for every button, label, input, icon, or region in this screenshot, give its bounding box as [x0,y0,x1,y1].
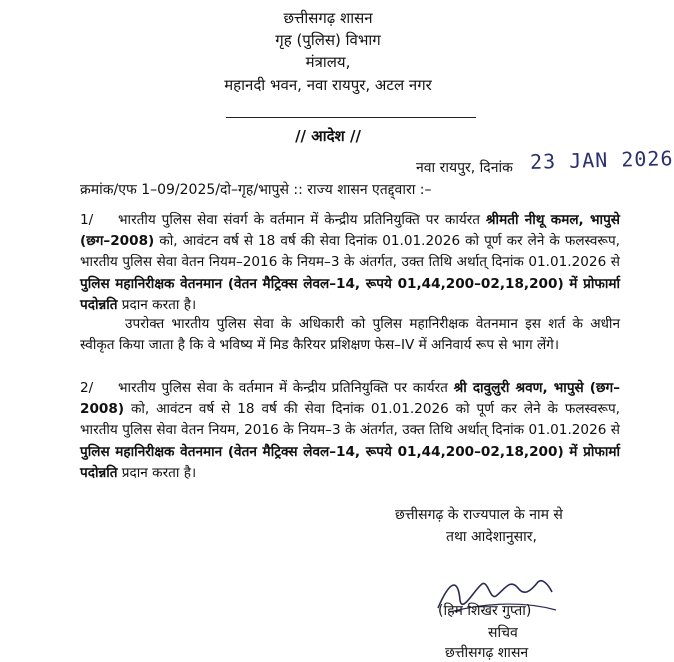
header-ministry: मंत्रालय, [305,53,351,71]
paragraph-number: 2/ [80,380,94,396]
closing-line-1: छत्तीसगढ़ के राज्यपाल के नाम से [395,507,563,523]
officer-name: श्रीमती नीथू कमल, भापुसे (छग–2008) [80,212,620,250]
paragraph-text: को, आवंटन वर्ष से 18 वर्ष की सेवा दिनांक 01.01.2026 को पूर्ण कर लेने के फलस्वरूप, भारतीय पुलिस सेवा वेतन नियम, 2016 के नियम–3 के अंतर्गत, उक्त तिथि अर्थात् दिनांक 01.01.2026 से [80,401,620,439]
pay-scale: पुलिस महानिरीक्षक वेतनमान (वेतन मैट्रिक्स लेवल–14, रूपये 01,44,200–02,18,200) में प्रोफार्मा पदोन्नति [80,275,620,313]
paragraph-text: प्रदान करता है। [117,296,197,313]
header-address: महानदी भवन, नवा रायपुर, अटल नगर [224,76,432,94]
date-stamp: 23 JAN 2026 [529,146,674,174]
pay-scale: पुलिस महानिरीक्षक वेतनमान (वेतन मैट्रिक्स लेवल–14, रूपये 01,44,200–02,18,200) में प्रोफार्मा पदोन्नति [80,443,620,481]
header-divider [226,117,476,118]
signatory-name: (हिम शिखर गुप्ता) [438,603,532,619]
signatory-organization: छत्तीसगढ़ शासन [445,645,529,661]
header-government: छत्तीसगढ़ शासन [283,9,373,27]
paragraph-number: 1/ [80,212,94,228]
paragraph-3 [80,378,620,484]
paragraph-1 [80,210,620,316]
paragraph-text: प्रदान करता है। [117,464,197,481]
closing-line-2: तथा आदेशानुसार, [446,529,537,545]
reference-number: क्रमांक/एफ 1–09/2025/दो–गृह/भापुसे :: राज्य शासन एतद्द्वारा :– [80,182,432,198]
officer-name: श्री दावुलुरी श्रवण, भापुसे (छग–2008) [80,380,620,418]
header-department: गृह (पुलिस) विभाग [275,31,381,49]
paragraph-text: को, आवंटन वर्ष से 18 वर्ष की सेवा दिनांक 01.01.2026 को पूर्ण कर लेने के फलस्वरूप, भारतीय पुलिस सेवा वेतन नियम–2016 के नियम–3 के अंतर्गत, उक्त तिथि अर्थात् दिनांक 01.01.2026 से [80,233,620,271]
paragraph-text: भारतीय पुलिस सेवा संवर्ग के वर्तमान में केन्द्रीय प्रतिनियुक्ति पर कार्यरत [118,212,486,228]
date-label: नवा रायपुर, दिनांक [416,160,513,176]
paragraph-2: उपरोक्त भारतीय पुलिस सेवा के अधिकारी को पुलिस महानिरीक्षक वेतनमान इस शर्त के अधीन स्वीकृत किया जाता है कि वे भविष्य में मिड कैरियर प्रशिक्षण फेस–IV में अनिवार्य रूप से भाग लेंगे। [80,316,620,354]
order-title: // आदेश // [295,127,361,145]
signatory-designation: सचिव [488,625,518,641]
paragraph-text: भारतीय पुलिस सेवा के वर्तमान में केन्द्रीय प्रतिनियुक्ति पर कार्यरत [118,380,454,396]
